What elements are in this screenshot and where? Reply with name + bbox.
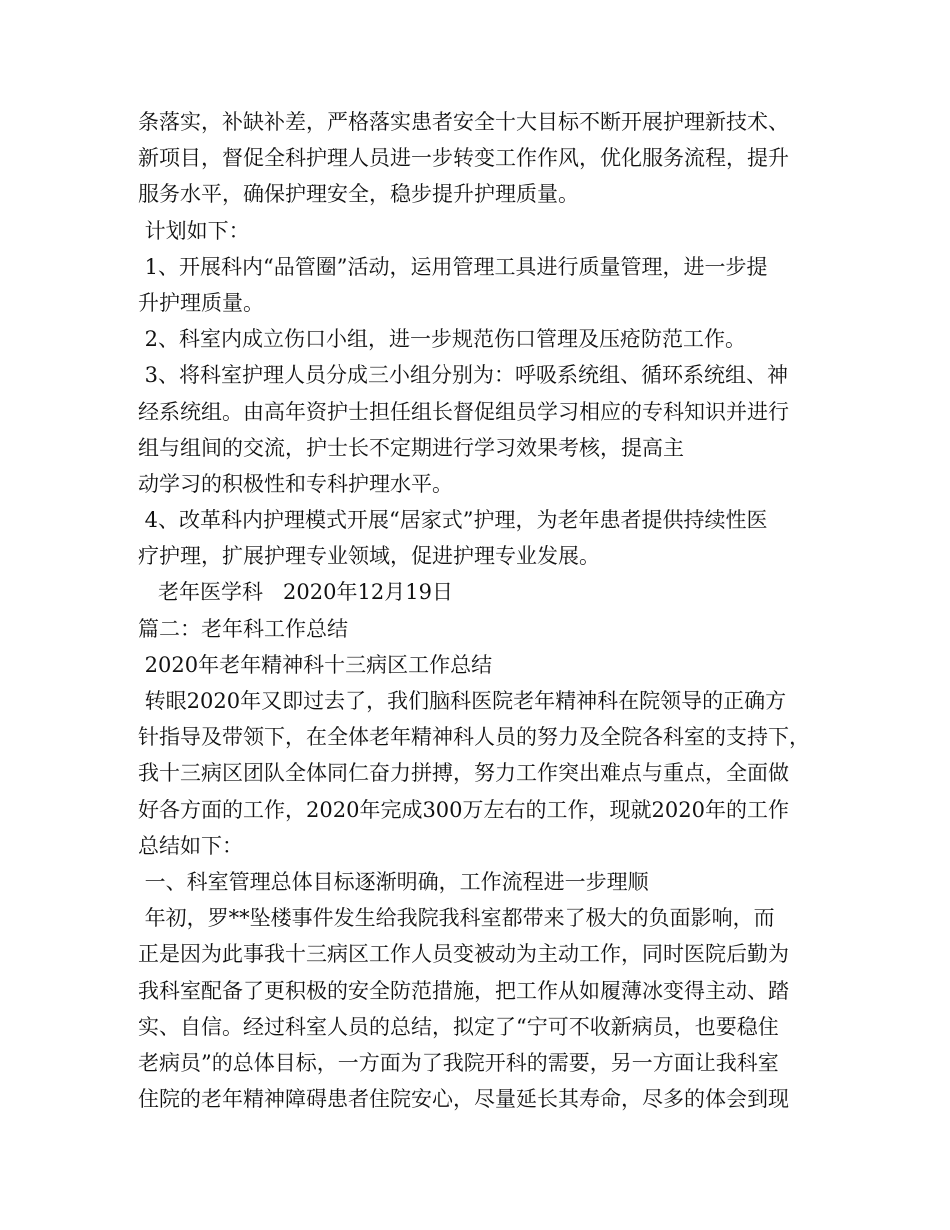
text-line: 好各方面的工作，2020年完成300万左右的工作，现就2020年的工作	[138, 797, 789, 822]
text-line: 动学习的积极性和专科护理水平。	[138, 471, 453, 496]
signature-date-line: 老年医学科 2020年12月19日	[138, 580, 453, 605]
text-line: 我十三病区团队全体同仁奋力拼搏，努力工作突出难点与重点，全面做	[138, 761, 789, 786]
text-line: 我科室配备了更积极的安全防范措施，把工作从如履薄冰变得主动、踏	[138, 978, 789, 1003]
text-line: 新项目，督促全科护理人员进一步转变工作作风，优化服务流程，提升	[138, 146, 789, 171]
text-line: 组与组间的交流，护士长不定期进行学习效果考核，提高主	[138, 435, 684, 460]
plan-item-4: 4、改革科内护理模式开展“居家式”护理，为老年患者提供持续性医	[138, 508, 768, 533]
text-line: 服务水平，确保护理安全，稳步提升护理质量。	[138, 182, 579, 207]
text-line: 正是因为此事我十三病区工作人员变被动为主动工作，同时医院后勤为	[138, 942, 789, 967]
text-line: 总结如下：	[138, 833, 243, 858]
plan-item-3: 3、将科室护理人员分成三小组分别为：呼吸系统组、循环系统组、神	[138, 363, 789, 388]
text-line: 转眼2020年又即过去了，我们脑科医院老年精神科在院领导的正确方	[138, 689, 787, 713]
plan-item-2: 2、科室内成立伤口小组，进一步规范伤口管理及压疮防范工作。	[138, 327, 747, 352]
text-line: 疗护理，扩展护理专业领域，促进护理专业发展。	[138, 544, 600, 569]
text-line: 年初，罗**坠楼事件发生给我院我科室都带来了极大的负面影响，而	[138, 906, 775, 931]
subsection-heading: 一、科室管理总体目标逐渐明确，工作流程进一步理顺	[138, 869, 649, 894]
text-line: 住院的老年精神障碍患者住院安心，尽量延长其寿命，尽多的体会到现	[138, 1087, 789, 1112]
section-title: 篇二：老年科工作总结	[138, 616, 348, 641]
report-title: 2020年老年精神科十三病区工作总结	[138, 652, 493, 677]
document-body	[138, 104, 838, 1117]
text-line: 老病员”的总体目标，一方面为了我院开科的需要，另一方面让我科室	[138, 1050, 779, 1075]
text-line: 针指导及带领下，在全体老年精神科人员的努力及全院各科室的支持下，	[138, 725, 810, 750]
text-line: 经系统组。由高年资护士担任组长督促组员学习相应的专科知识并进行	[138, 399, 789, 424]
text-line: 升护理质量。	[138, 290, 264, 315]
plan-item-1: 1、开展科内“品管圈”活动，运用管理工具进行质量管理，进一步提	[138, 254, 768, 279]
text-line: 实、自信。经过科室人员的总结，拟定了“宁可不收新病员，也要稳住	[138, 1014, 779, 1039]
text-line: 条落实，补缺补差，严格落实患者安全十大目标不断开展护理新技术、	[138, 110, 789, 134]
plan-heading: 计划如下：	[138, 218, 250, 243]
